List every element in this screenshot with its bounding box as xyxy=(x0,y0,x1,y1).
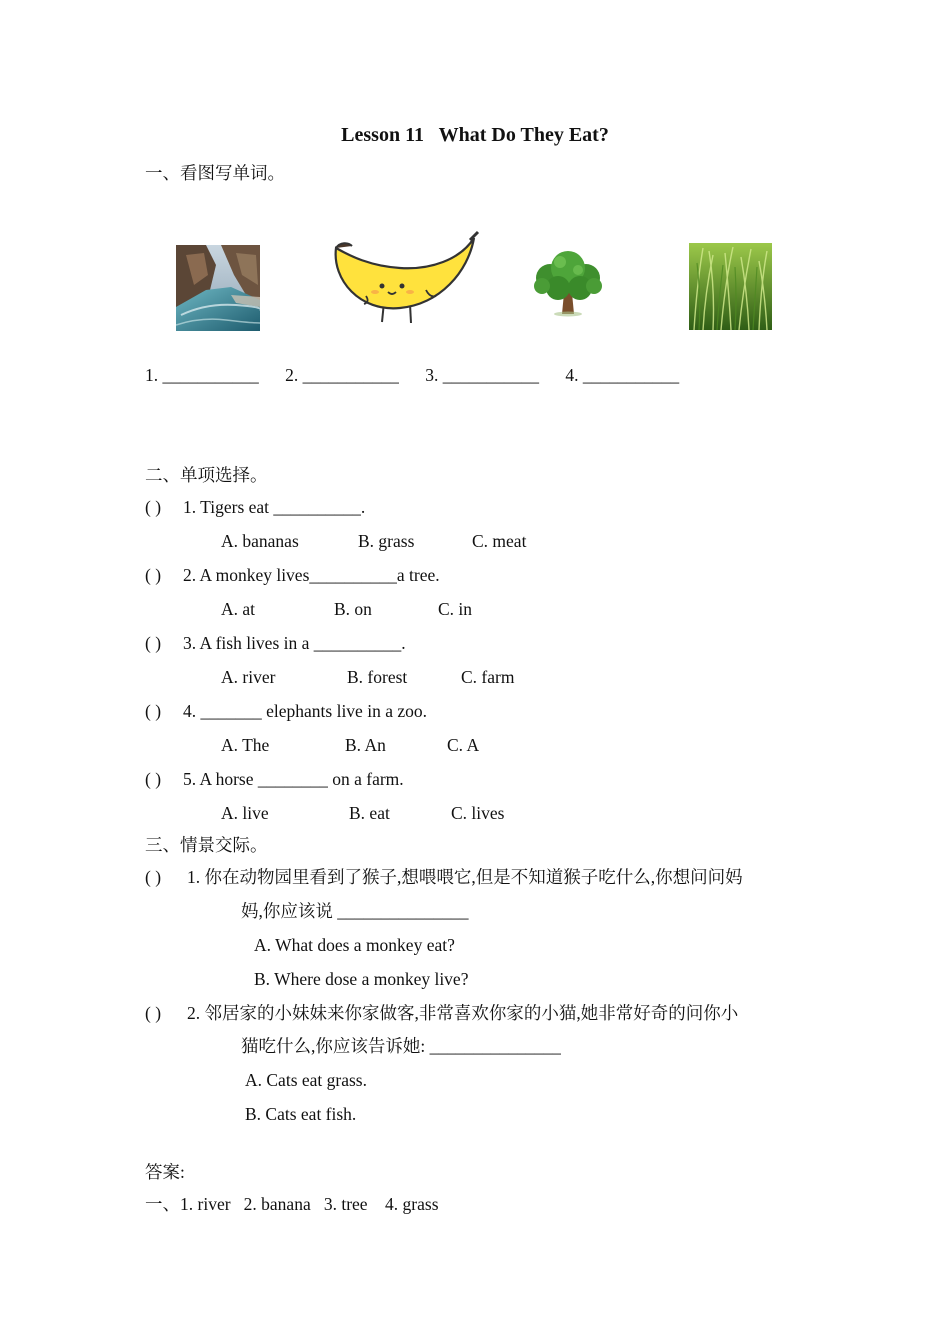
situation-question-1 xyxy=(145,865,743,889)
answer-paren[interactable]: ( ) xyxy=(145,769,162,789)
answer-paren[interactable]: ( ) xyxy=(145,701,162,721)
mc-question-2 xyxy=(145,563,440,587)
mc-question-3 xyxy=(145,631,406,655)
page-title: Lesson 11 What Do They Eat? xyxy=(341,124,609,146)
situation-question-2-cont: 猫吃什么,你应该告诉她: _______________ xyxy=(241,1036,561,1056)
answer-paren[interactable]: ( ) xyxy=(145,565,162,585)
mc-options-1 xyxy=(221,529,526,553)
section1-heading: 一、看图写单词。 xyxy=(145,163,285,183)
option-b: B. forest xyxy=(347,667,408,687)
mc-options-2 xyxy=(221,597,472,621)
option-a: A. live xyxy=(221,803,269,823)
option-b: B. grass xyxy=(358,531,415,551)
question-text: 4. _______ elephants live in a zoo. xyxy=(183,701,427,721)
situation-2-option-b: B. Cats eat fish. xyxy=(245,1104,357,1124)
section2-heading: 二、单项选择。 xyxy=(145,465,268,485)
blank-2[interactable]: 2. ___________ xyxy=(285,365,399,385)
mc-question-1 xyxy=(145,495,365,519)
section3-heading: 三、情景交际。 xyxy=(145,835,268,855)
banana-illustration-icon xyxy=(330,230,480,324)
question-text: 5. A horse ________ on a farm. xyxy=(183,769,404,789)
situation-1-option-b: B. Where dose a monkey live? xyxy=(254,969,469,989)
blank-3[interactable]: 3. ___________ xyxy=(425,365,539,385)
tree-illustration-icon xyxy=(528,248,608,318)
answers-heading: 答案: xyxy=(145,1162,185,1182)
option-a: A. The xyxy=(221,735,270,755)
blank-4[interactable]: 4. ___________ xyxy=(565,365,680,385)
blank-1[interactable]: 1. ___________ xyxy=(145,365,259,385)
situation-1-option-a: A. What does a monkey eat? xyxy=(254,935,455,955)
option-c: C. lives xyxy=(451,803,505,823)
option-a: A. river xyxy=(221,667,276,687)
picture-answer-blanks xyxy=(145,363,701,387)
question-text: 3. A fish lives in a __________. xyxy=(183,633,406,653)
situation-question-1-cont: 妈,你应该说 _______________ xyxy=(241,901,469,921)
mc-options-3 xyxy=(221,665,514,689)
answers-section1: 一、1. river 2. banana 3. tree 4. grass xyxy=(145,1194,439,1214)
option-a: A. at xyxy=(221,599,256,619)
option-c: C. farm xyxy=(461,667,515,687)
situation-question-2 xyxy=(145,1001,738,1025)
river-photo-icon xyxy=(176,245,260,331)
option-c: C. in xyxy=(438,599,473,619)
mc-question-5 xyxy=(145,767,404,791)
question-text: 1. Tigers eat __________. xyxy=(183,497,366,517)
option-a: A. bananas xyxy=(221,531,299,551)
grass-photo-icon xyxy=(689,243,772,330)
answer-paren[interactable]: ( ) xyxy=(145,867,162,887)
answer-paren[interactable]: ( ) xyxy=(145,497,162,517)
option-b: B. An xyxy=(345,735,386,755)
question-line-1: 1. 你在动物园里看到了猴子,想喂喂它,但是不知道猴子吃什么,你想问问妈 xyxy=(187,867,743,887)
answer-paren[interactable]: ( ) xyxy=(145,633,162,653)
option-c: C. meat xyxy=(472,531,527,551)
option-b: B. eat xyxy=(349,803,390,823)
situation-2-option-a: A. Cats eat grass. xyxy=(245,1070,367,1090)
option-b: B. on xyxy=(334,599,372,619)
option-c: C. A xyxy=(447,735,480,755)
question-text: 2. A monkey lives__________a tree. xyxy=(183,565,440,585)
mc-options-4 xyxy=(221,733,479,757)
question-line-1: 2. 邻居家的小妹妹来你家做客,非常喜欢你家的小猫,她非常好奇的问你小 xyxy=(187,1003,739,1023)
mc-options-5 xyxy=(221,801,504,825)
answer-paren[interactable]: ( ) xyxy=(145,1003,162,1023)
mc-question-4 xyxy=(145,699,427,723)
